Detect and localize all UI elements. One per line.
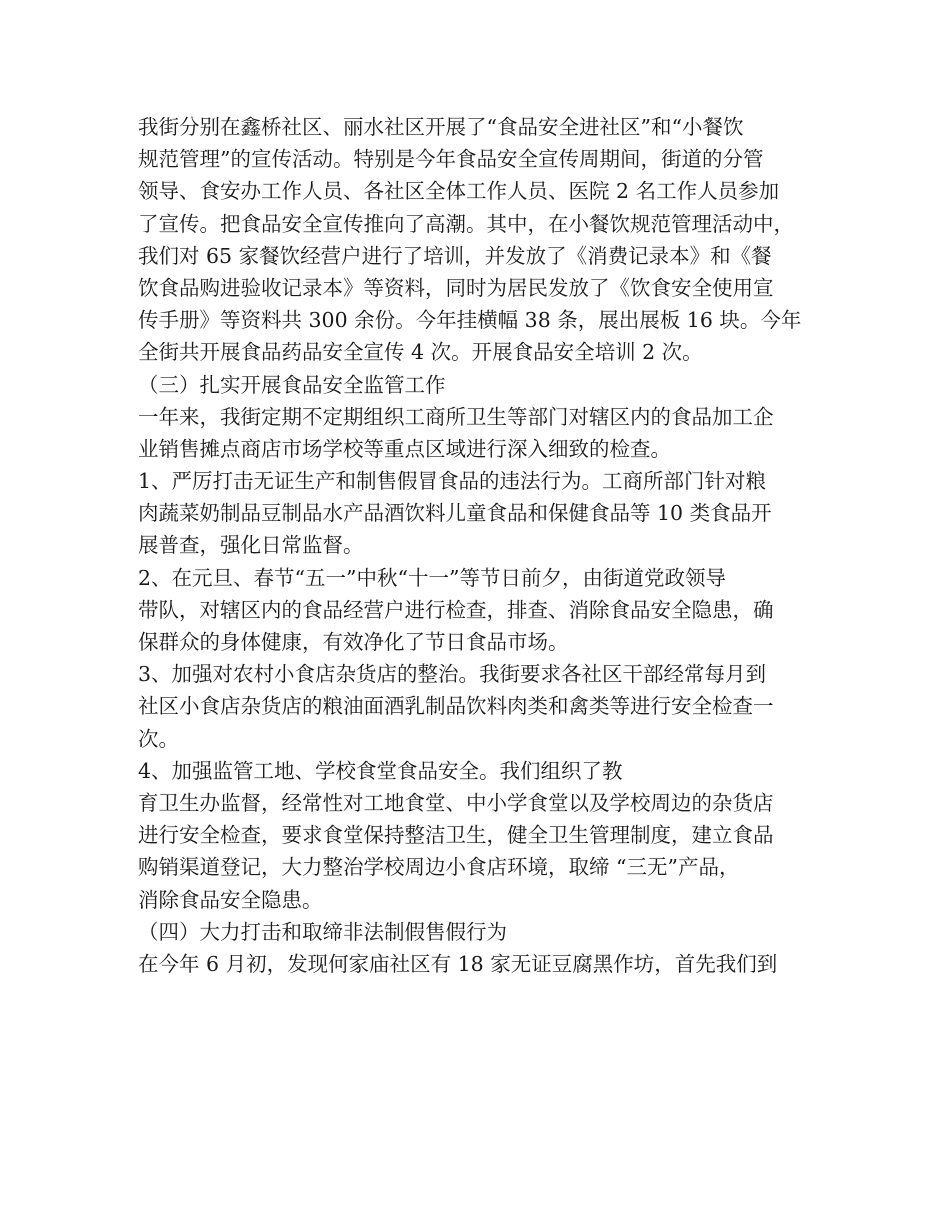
body-line: 一年来，我街定期不定期组织工商所卫生等部门对辖区内的食品加工企	[138, 404, 774, 429]
body-line: 我们对 65 家餐饮经营户进行了培训，并发放了《消费记录本》和《餐	[138, 243, 772, 268]
list-item-line: 2、在元旦、春节“五一”中秋“十一”等节日前夕，由街道党政领导	[138, 565, 726, 590]
body-line: 了宣传。把食品安全宣传推向了高潮。其中，在小餐饮规范管理活动中，	[138, 211, 794, 236]
body-line: 次。	[138, 726, 179, 751]
body-line: 在今年 6 月初，发现何家庙社区有 18 家无证豆腐黑作坊，首先我们到	[138, 951, 778, 976]
body-line: 业销售摊点商店市场学校等重点区域进行深入细致的检查。	[138, 436, 671, 461]
list-item-line: 4、加强监管工地、学校食堂食品安全。我们组织了教	[138, 758, 623, 783]
section-heading: （三）扎实开展食品安全监管工作	[138, 372, 446, 397]
body-line: 展普查，强化日常监督。	[138, 533, 364, 558]
body-line: 社区小食店杂货店的粮油面酒乳制品饮料肉类和禽类等进行安全检查一	[138, 694, 774, 719]
body-line: 消除食品安全隐患。	[138, 887, 323, 912]
list-item-line: 3、加强对农村小食店杂货店的整治。我街要求各社区干部经常每月到	[138, 662, 767, 687]
body-line: 我街分别在鑫桥社区、丽水社区开展了“食品安全进社区”和“小餐饮	[138, 115, 744, 139]
body-line: 带队，对辖区内的食品经营户进行检查，排查、消除食品安全隐患，确	[138, 597, 774, 622]
body-line: 进行安全检查，要求食堂保持整洁卫生，健全卫生管理制度，建立食品	[138, 823, 774, 848]
body-line: 饮食品购进验收记录本》等资料，同时为居民发放了《饮食安全使用宣	[138, 275, 774, 300]
body-line: 领导、食安办工作人员、各社区全体工作人员、医院 2 名工作人员参加	[138, 179, 780, 204]
list-item-line: 1、严厉打击无证生产和制售假冒食品的违法行为。工商所部门针对粮	[138, 469, 767, 494]
body-line: 肉蔬菜奶制品豆制品水产品酒饮料儿童食品和保健食品等 10 类食品开	[138, 501, 772, 526]
body-line: 全街共开展食品药品安全宣传 4 次。开展食品安全培训 2 次。	[138, 340, 703, 365]
body-line: 保群众的身体健康，有效净化了节日食品市场。	[138, 630, 569, 654]
body-line: 规范管理”的宣传活动。特别是今年食品安全宣传周期间，街道的分管	[138, 147, 764, 172]
section-heading: （四）大力打击和取缔非法制假售假行为	[138, 919, 507, 944]
body-line: 购销渠道登记，大力整治学校周边小食店环境，取缔 “三无”产品，	[138, 855, 740, 880]
body-line: 传手册》等资料共 300 余份。今年挂横幅 38 条，展出展板 16 块。今年	[138, 308, 802, 333]
document-body	[138, 111, 828, 980]
body-line: 育卫生办监督，经常性对工地食堂、中小学食堂以及学校周边的杂货店	[138, 790, 774, 815]
